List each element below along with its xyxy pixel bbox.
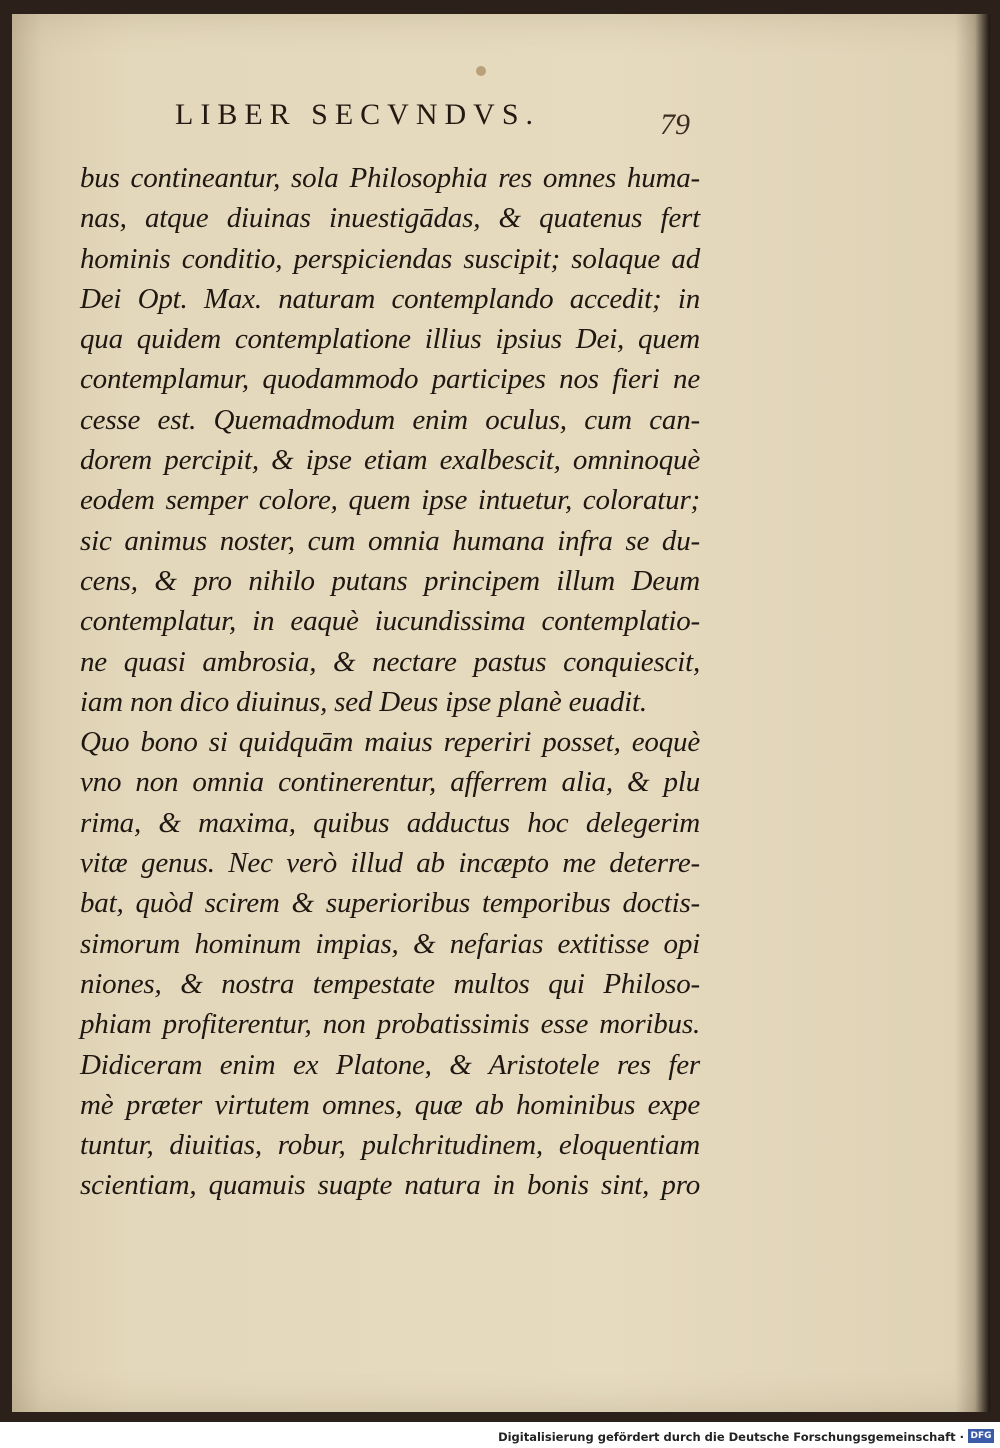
text-line: nas, atque diuinas inuestigādas, & quatenus fert bbox=[80, 202, 700, 235]
text-line: phiam profiterentur, non probatissimis esse moribus. bbox=[80, 1008, 700, 1041]
text-line: scientiam, quamuis suapte natura in bonis sint, pro bbox=[80, 1169, 700, 1202]
text-line: eodem semper colore, quem ipse intuetur, coloratur; bbox=[80, 484, 700, 517]
text-line: rima, & maxima, quibus adductus hoc delegerim bbox=[80, 806, 700, 839]
text-line: simorum hominum impias, & nefarias extitisse opi bbox=[80, 927, 700, 960]
text-line: bat, quòd scirem & superioribus temporibus doctis- bbox=[80, 887, 700, 920]
page-number: 79 bbox=[660, 108, 690, 141]
paper-spot bbox=[476, 66, 486, 76]
text-line: cesse est. Quemadmodum enim oculus, cum can- bbox=[80, 403, 700, 436]
funding-credit: Digitalisierung gefördert durch die Deutsche Forschungsgemeinschaft · bbox=[498, 1430, 964, 1444]
dfg-logo-icon: DFG bbox=[968, 1429, 994, 1443]
text-line: iam non dico diuinus, sed Deus ipse planè euadit. bbox=[80, 685, 647, 718]
text-line: niones, & nostra tempestate multos qui Philoso- bbox=[80, 967, 700, 1000]
text-line: sic animus noster, cum omnia humana infra se du- bbox=[80, 524, 700, 557]
text-line: Dei Opt. Max. naturam contemplando accedit; in bbox=[80, 282, 700, 315]
text-line: cens, & pro nihilo putans principem illum Deum bbox=[80, 564, 700, 597]
text-line: contemplatur, in eaquè iucundissima contemplatio- bbox=[80, 605, 700, 638]
text-line: Quo bono si quidquām maius reperiri posset, eoquè bbox=[80, 726, 700, 759]
page-edge bbox=[955, 14, 990, 1412]
running-head: LIBER SECVNDVS. bbox=[175, 98, 541, 131]
text-line: dorem percipit, & ipse etiam exalbescit, omninoquè bbox=[80, 444, 700, 477]
text-line: hominis conditio, perspiciendas suscipit; solaque ad bbox=[80, 242, 700, 275]
text-line: bus contineantur, sola Philosophia res omnes huma- bbox=[80, 162, 700, 194]
text-line: Didiceram enim ex Platone, & Aristotele res fer bbox=[80, 1048, 700, 1081]
text-line: mè præter virtutem omnes, quæ ab hominibus expe bbox=[80, 1088, 700, 1121]
text-line: contemplamur, quodammodo participes nos fieri ne bbox=[80, 363, 700, 396]
text-line: ne quasi ambrosia, & nectare pastus conquiescit, bbox=[80, 645, 700, 678]
text-line: tuntur, diuitias, robur, pulchritudinem, eloquentiam bbox=[80, 1129, 700, 1162]
text-block bbox=[80, 158, 700, 1206]
text-line: vitæ genus. Nec verò illud ab incæpto me deterre- bbox=[80, 847, 700, 880]
text-line: qua quidem contemplatione illius ipsius Dei, quem bbox=[80, 323, 700, 356]
text-line: vno non omnia continerentur, afferrem alia, & plu bbox=[80, 766, 700, 799]
